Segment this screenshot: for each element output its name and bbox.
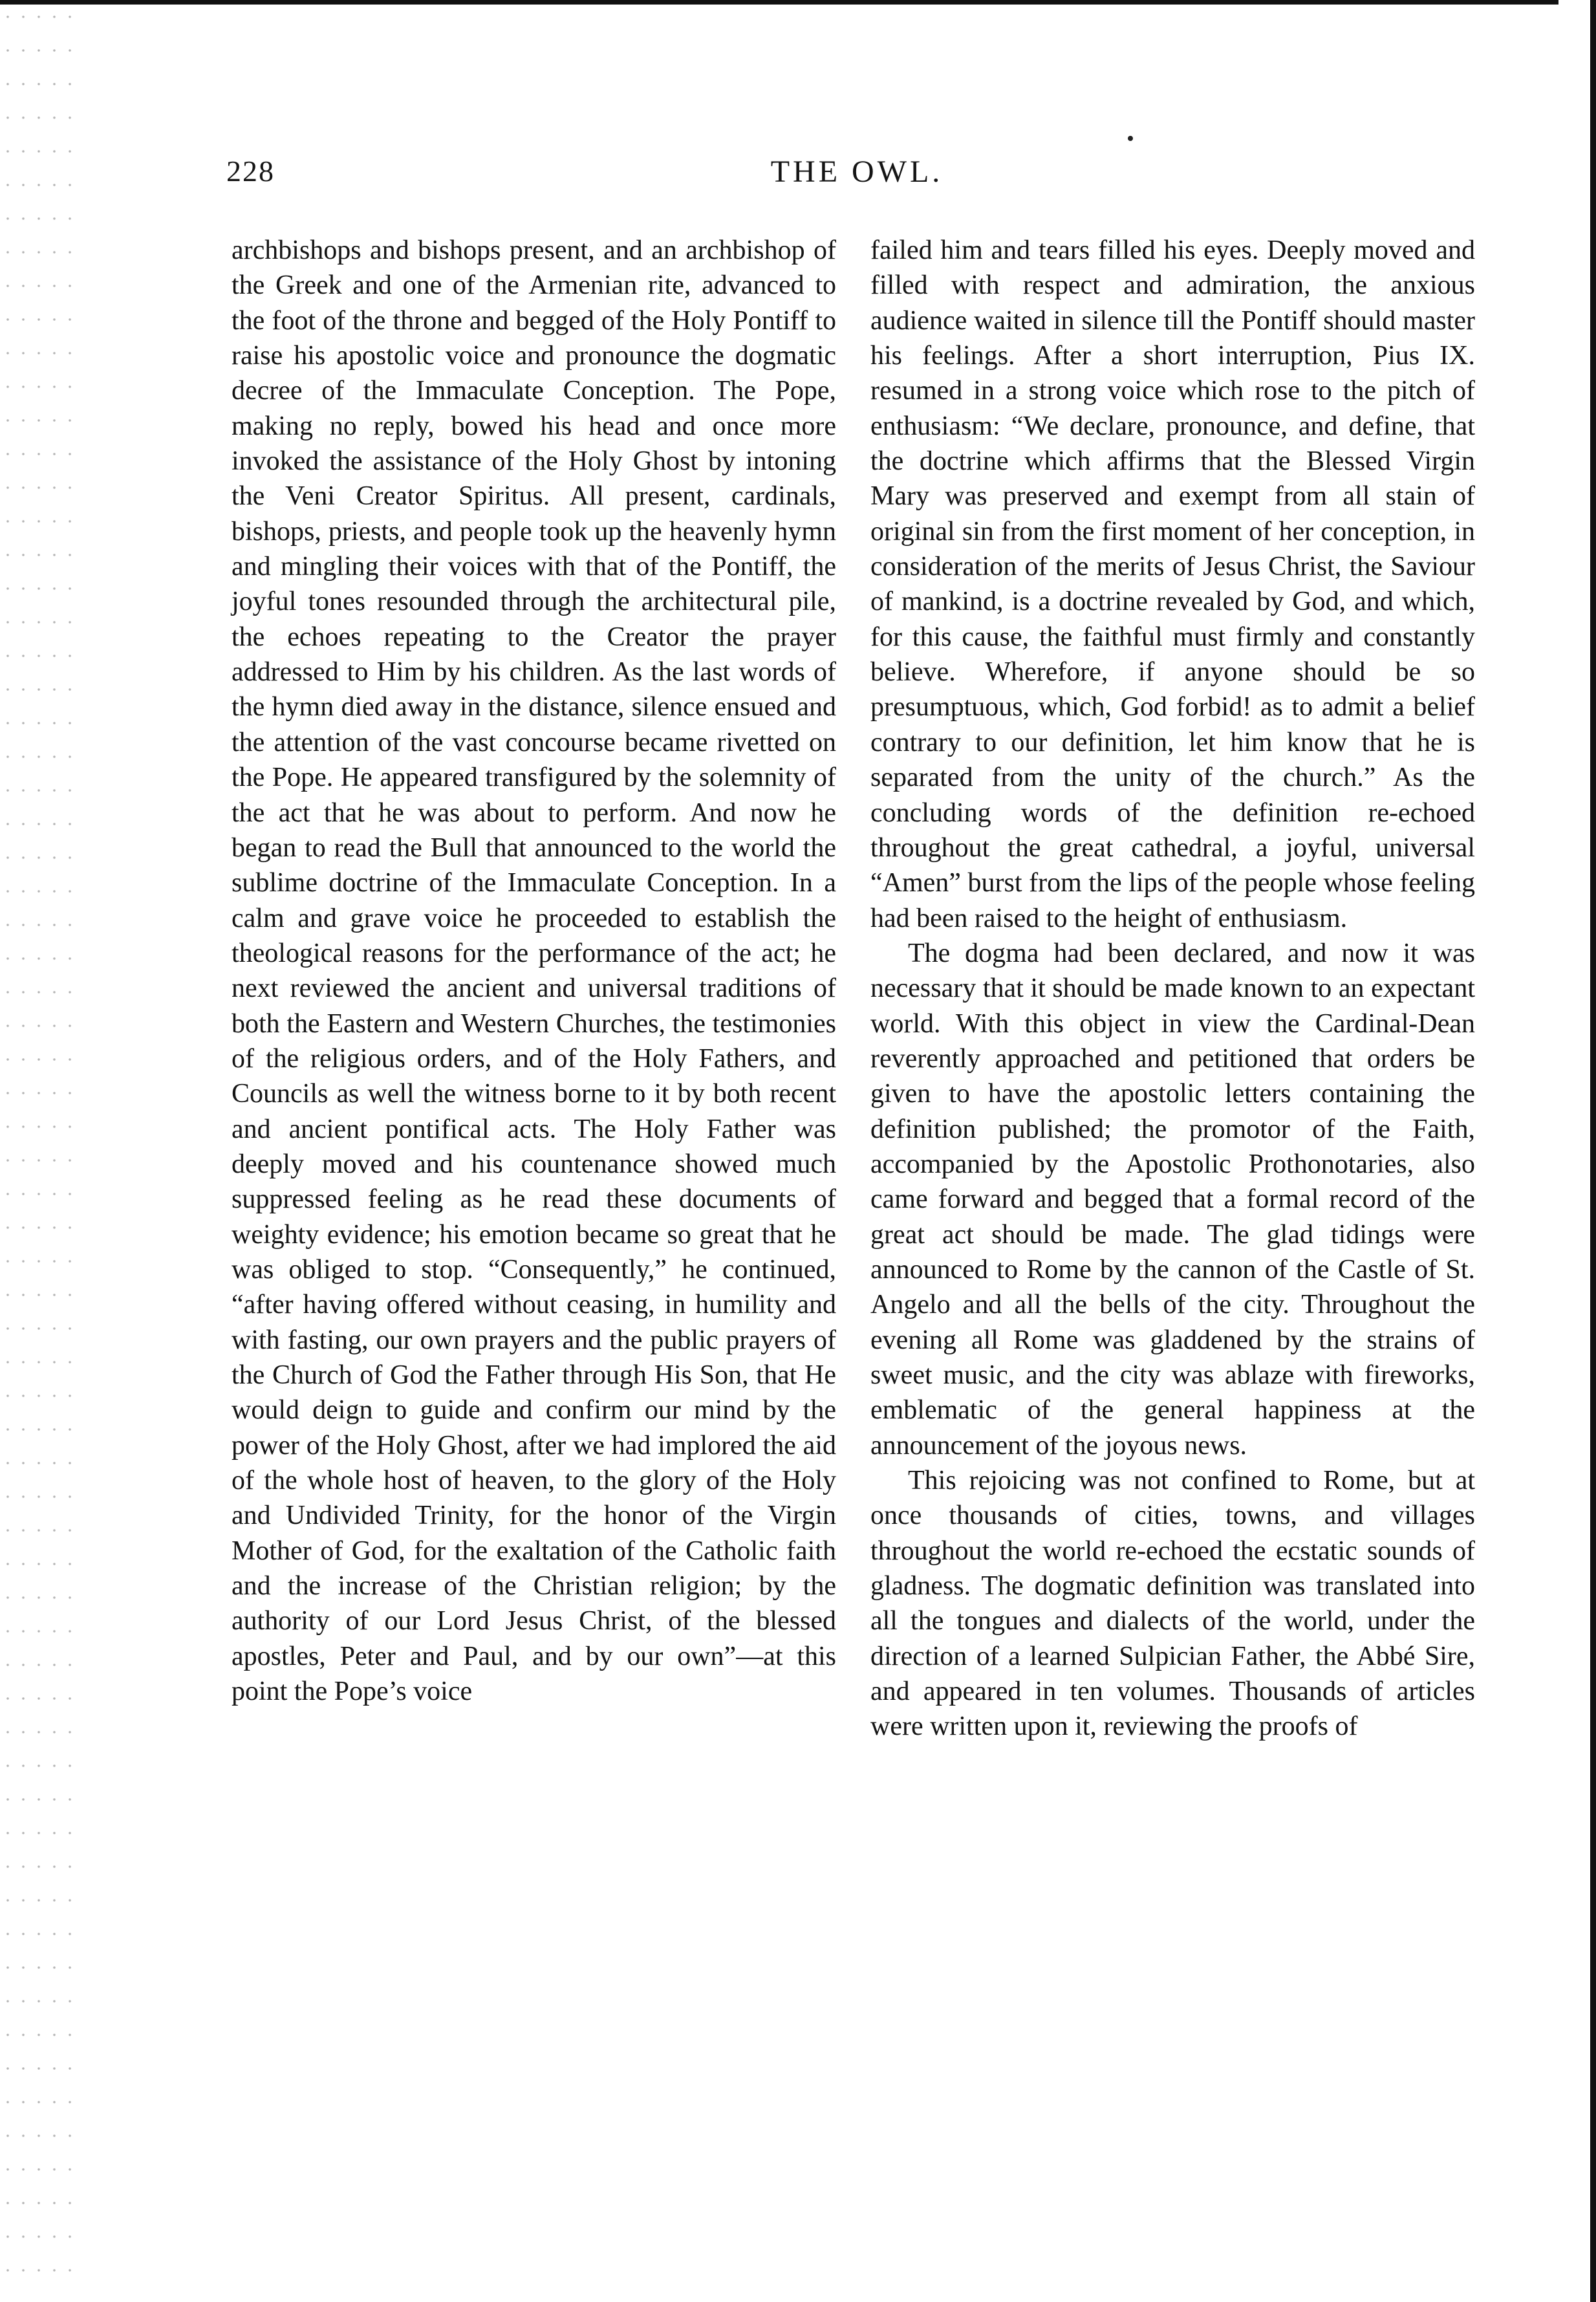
paragraph: archbishops and bishops present, and an archbishop of the Greek and one of the Armenian rite, advanced to the foot of the throne and begged of the Holy Pontiff to raise his apostolic voice and pronounce the dogmatic decree of the Immaculate Conception. The Pope, making no reply, bowed his head and once more invoked the assistance of the Holy Ghost by intoning the Veni Creator Spiritus. All present, cardinals, bishops, priests, and people took up the heavenly hymn and mingling their voices with that of the Pontiff, the joyful tones resounded through the architectural pile, the echoes repeating to the Creator the prayer addressed to Him by his children. As the last words of the hymn died away in the distance, silence ensued and the attention of the vast concourse became rivetted on the Pope. He appeared transfigured by the solemnity of the act that he was about to perform. And now he began to read the Bull that announced to the world the sublime doctrine of the Immaculate Conception. In a calm and grave voice he proceeded to establish the theological reasons for the performance of the act; he next reviewed the ancient and universal traditions of both the Eastern and Western Churches, the testimonies of the religious orders, and of the Holy Fathers, and Councils as well the witness borne to it by both recent and ancient pontifical acts. The Holy Father was deeply moved and his countenance showed much suppressed feeling as he read these documents of weighty evidence; his emotion became so great that he was obliged to stop. “Consequently,” he continued, “after having offered without ceasing, in humility and with fasting, our own prayers and the public prayers of the Church of God the Father through His Son, that He would deign to guide and confirm our mind by the power of the Holy Ghost, after we had implored the aid of the whole host of heaven, to the glory of the Holy and Undivided Trinity, for the honor of the Virgin Mother of God, for the exaltation of the Catholic faith and the increase of the Christian religion; by the authority of our Lord Jesus Christ, of the blessed apostles, Peter and Paul, and by our own”—at this point the Pope’s voice xyxy=(232,235,836,1707)
scan-top-edge xyxy=(0,0,1558,5)
ink-speck xyxy=(1128,136,1133,141)
paragraph: failed him and tears filled his eyes. Deeply moved and filled with respect and admiration, the anxious audience waited in silence till the Pontiff should master his feelings. After a short interruption, Pius IX. resumed in a strong voice which rose to the pitch of enthusiasm: “We declare, pronounce, and define, that the doctrine which affirms that the Blessed Virgin Mary was preserved and exempt from all stain of original sin from the first moment of her conception, in consideration of the merits of Jesus Christ, the Saviour of mankind, is a doctrine revealed by God, and which, for this cause, the faithful must firmly and constantly believe. Wherefore, if anyone should be so presumptuous, which, God forbid! as to admit a belief contrary to our definition, let him know that he is separated from the unity of the church.” As the concluding words of the definition re-echoed throughout the great cathedral, a joyful, universal “Amen” burst from the lips of the people whose feeling had been raised to the height of enthusiasm. xyxy=(870,235,1475,933)
right-column xyxy=(870,233,1475,1744)
page-number: 228 xyxy=(226,155,275,188)
left-column xyxy=(232,233,836,1709)
paragraph: The dogma had been declared, and now it was necessary that it should be made known to an expectant world. With this object in view the Cardinal-Dean reverently approached and petitioned that orders be given to have the apostolic letters containing the definition published; the promotor of the Faith, accompanied by the Apostolic Prothonotaries, also came forward and begged that a formal record of the great act should be made. The glad tidings were announced to Rome by the cannon of the Castle of St. Angelo and all the bells of the city. Throughout the evening all Rome was gladdened by the strains of sweet music, and the city was ablaze with fireworks, emblematic of the general happiness at the announcement of the joyous news. xyxy=(870,938,1475,1460)
page-header xyxy=(226,154,1487,199)
paragraph: This rejoicing was not confined to Rome, but at once thousands of cities, towns, and villages throughout the world re-echoed the ecstatic sounds of gladness. The dogmatic definition was translated into all the tongues and dialects of the world, under the direction of a learned Sulpician Father, the Abbé Sire, and appeared in ten volumes. Thousands of articles were written upon it, reviewing the proofs of xyxy=(870,1466,1475,1742)
scan-margin-speckle xyxy=(0,0,78,2302)
running-title: THE OWL. xyxy=(770,155,944,189)
scan-right-edge xyxy=(1590,0,1596,2302)
